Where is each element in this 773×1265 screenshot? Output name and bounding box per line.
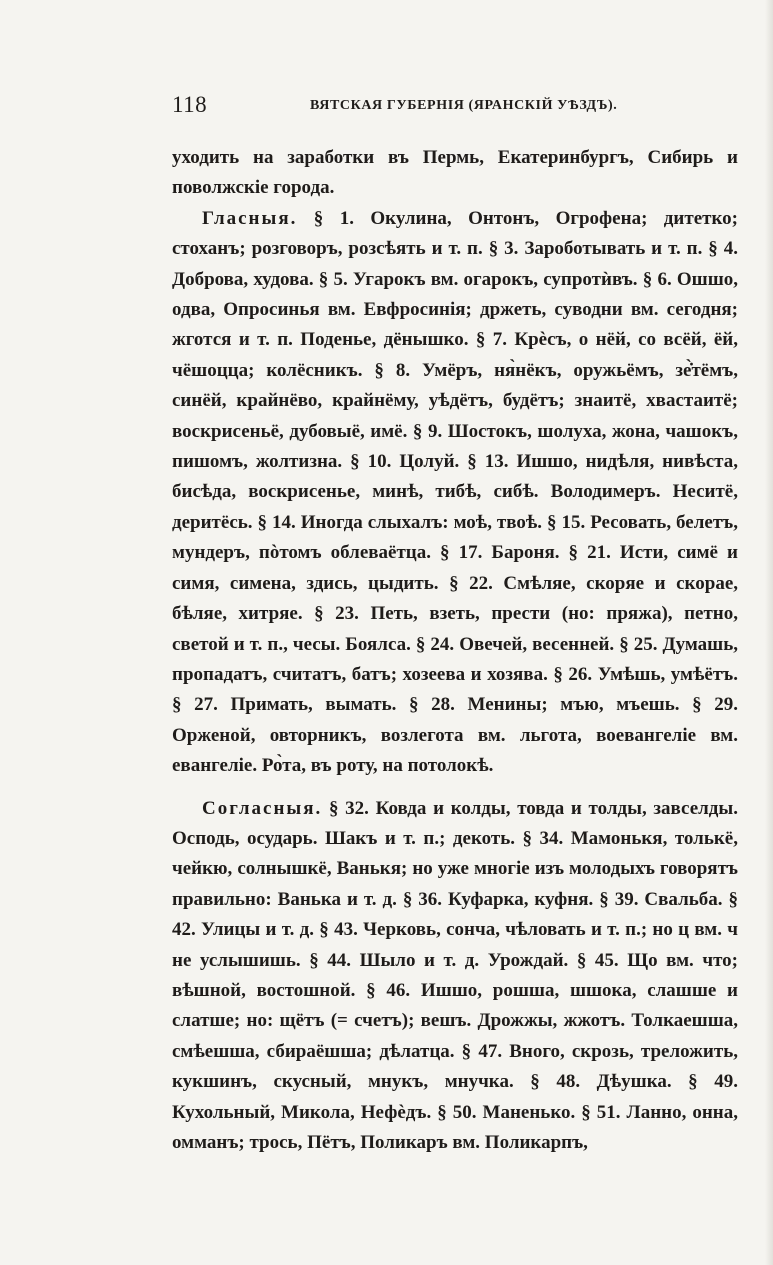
running-head: ВЯТСКАЯ ГУБЕРНІЯ (ЯРАНСКІЙ УѢЗДЪ). [310, 98, 618, 113]
section-heading-consonants: Согласныя. [202, 797, 323, 819]
paragraph-consonants [172, 794, 738, 1159]
section-heading-vowels: Гласныя. [202, 207, 298, 229]
page-edge-shadow [765, 0, 773, 1265]
paragraph-intro: уходить на заработки въ Пермь, Екатеринбургъ, Сибирь и поволжскіе города. [172, 147, 738, 199]
paragraph-vowels-text: § 1. Окулина, Онтонъ, Огрофена; дитетко; стоханъ; розговоръ, розсѣять и т. п. § 3. Зароботывать и т. п. § 4. Доброва, худова. § 5. Угарокъ вм. огарокъ, супротѝвъ. § 6. Ошшо, одва, Опросинья вм. Евфросинія; држеть, суводни вм. сегодня; жготся и т. п. Поденье, дёнышко. § 7. Крѐсъ, о нёй, со всёй, ёй, чёшоцца; колёсникъ. § 8. Умёръ, ня̀нёкъ, оружьёмъ, зе̇̀тёмъ, синёй, крайнёво, крайнёму, уѣдётъ, будётъ; знаитё, хвастаитё; воскрисеньё, дубовыё, имё. § 9. Шостокъ, шолуха, жона, чашокъ, пишомъ, жолтизна. § 10. Цолуй. § 13. Ишшо, нидѣля, нивѣста, бисѣда, воскрисенье, минѣ, тибѣ, сибѣ. Володимеръ. Неситё, деритёсь. § 14. Иногда слыхалъ: моѣ, твоѣ. § 15. Ресовать, белетъ, мундеръ, пòтомъ облеваётца. § 17. Бароня. § 21. Исти, симё и симя, симена, здись, цыдить. § 22. Смѣляе, скоряе и скорае, бѣляе, хитряе. § 23. Петь, взеть, прести (но: пряжа), петно, светой и т. п., чесы. Боялса. § 24. Овечей, весенней. § 25. Думашь, пропадатъ, считатъ, батъ; хозеева и хозява. § 26. Умѣшь, умѣётъ. § 27. Примать, вымать. § 28. Менины; мъю, мъешь. § 29. Орженой, овторникъ, возлегота вм. льгота, воевангеліе вм. евангеліе. Ро̀та, въ роту, на потолокѣ. [172, 207, 738, 777]
page-number: 118 [172, 92, 208, 117]
page-body [172, 143, 738, 1158]
paragraph-consonants-text: § 32. Ковда и колды, товда и толды, завселды. Осподь, осударь. Шакъ и т. п.; декоть. § 34. Мамонькя, толькё, чейкю, солнышкё, Ванькя; но уже многіе изъ молодыхъ говорятъ правильно: Ванька и т. д. § 36. Куфарка, куфня. § 39. Свальба. § 42. Улицы и т. д. § 43. Черковь, сонча, чѣловать и т. п.; но ц вм. ч не услышишь. § 44. Шыло и т. д. Урождай. § 45. Що вм. что; вѣшной, востошной. § 46. Ишшо, рошша, шшока, слашше и слатше; но: щётъ (= счетъ); вешъ. Дрожжы, жжотъ. Толкаешша, смѣешша, сбираёшша; дѣлатца. § 47. Вного, скрозь, треложить, кукшинъ, скусный, мнукъ, мнучка. § 48. Дѣушка. § 49. Кухольный, Микола, Нефѐдъ. § 50. Маненько. § 51. Ланно, онна, омманъ; трось, Пётъ, Поликаръ вм. Поликарпъ, [172, 797, 738, 1153]
paragraph-vowels [172, 204, 738, 782]
page-header [172, 92, 732, 126]
